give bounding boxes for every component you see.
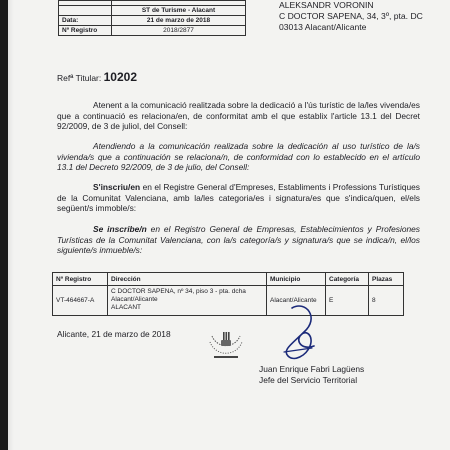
col-registro: Nº Registro bbox=[53, 273, 108, 286]
col-municipio: Municipio bbox=[267, 273, 326, 286]
signer-name: Juan Enrique Fabri Lagüens bbox=[259, 364, 365, 374]
cell-categoria: E bbox=[326, 286, 369, 316]
recipient-address bbox=[279, 0, 423, 33]
direccion-line-3: ALACANT bbox=[111, 304, 141, 311]
office-line: ST de Turisme - Alacant bbox=[112, 6, 246, 16]
cell-registro: VT-464667-A bbox=[53, 286, 108, 316]
paragraph-valencian-intro: Atenent a la comunicació realitzada sobre la dedicació a l'ús turístic de la/les vivenda/es que a continuació es relaciona/en, de conformitat amb el que establix l'article 13.1 del Decret 92/2009, de 3 de juliol, del Consell: bbox=[57, 100, 420, 132]
paragraph-valencian-inscription bbox=[57, 182, 420, 214]
holder-reference-label: Refª Titular: bbox=[57, 73, 102, 83]
cell-municipio: Alacant/Alicante bbox=[267, 286, 326, 316]
inscription-verb-spanish: Se inscribe/n bbox=[93, 224, 147, 234]
col-categoria: Categoría bbox=[326, 273, 369, 286]
cell-direccion bbox=[108, 286, 267, 316]
recipient-street: C DOCTOR SAPENA, 34, 3º, pta. DC bbox=[279, 11, 423, 21]
signer-title: Jefe del Servicio Territorial bbox=[259, 375, 358, 385]
direccion-line-2: Alacant/Alicante bbox=[111, 296, 158, 303]
registry-header-table bbox=[58, 0, 246, 36]
col-direccion: Dirección bbox=[108, 273, 267, 286]
table-row bbox=[53, 286, 404, 316]
inscription-text-valencian: en el Registre General d'Empreses, Establiments i Professions Turístiques de la Comunitat Valenciana, amb la/les categoria/es i signatura/es que s'indica/quen, el/els següent/s immoble/s: bbox=[57, 182, 420, 214]
cell-plazas: 8 bbox=[369, 286, 404, 316]
document-page bbox=[8, 0, 450, 450]
place-and-date: Alicante, 21 de marzo de 2018 bbox=[57, 329, 171, 339]
recipient-city: 03013 Alacant/Alicante bbox=[279, 22, 367, 32]
date-label: Data: bbox=[59, 16, 112, 26]
col-plazas: Plazas bbox=[369, 273, 404, 286]
inscription-text-spanish: en el Registro General de Empresas, Establecimientos y Profesiones Turísticas de la Comunitat Valenciana, con la/s categoría/s y signatura/s que se indica/n, el/los siguiente/s inmueble/s: bbox=[57, 224, 420, 256]
paragraph-spanish-intro: Atendiendo a la comunicación realizada sobre la dedicación al uso turístico de la/s vivienda/s que a continuación se relaciona/n, de conformidad con lo establecido en el artículo 13.1 del Decreto 92/2009, de 3 de julio, del Consell: bbox=[57, 141, 420, 173]
holder-reference bbox=[57, 70, 137, 84]
registry-label: Nº Registro bbox=[59, 26, 112, 36]
holder-reference-value: 10202 bbox=[103, 70, 137, 84]
paragraph-spanish-inscription bbox=[57, 224, 420, 256]
handwritten-signature-icon bbox=[262, 300, 342, 364]
registry-date: 21 de marzo de 2018 bbox=[112, 16, 246, 26]
inscription-verb-valencian: S'inscriu/en bbox=[93, 182, 141, 192]
property-table bbox=[52, 272, 404, 316]
signer-block bbox=[259, 364, 364, 386]
registry-number: 2018/2877 bbox=[112, 26, 246, 36]
recipient-name: ALEKSANDR VORONIN bbox=[279, 0, 374, 10]
generalitat-seal-icon bbox=[206, 328, 246, 362]
direccion-line-1: C DOCTOR SAPENA, nº 34, piso 3 - pta. dcha bbox=[111, 288, 246, 295]
